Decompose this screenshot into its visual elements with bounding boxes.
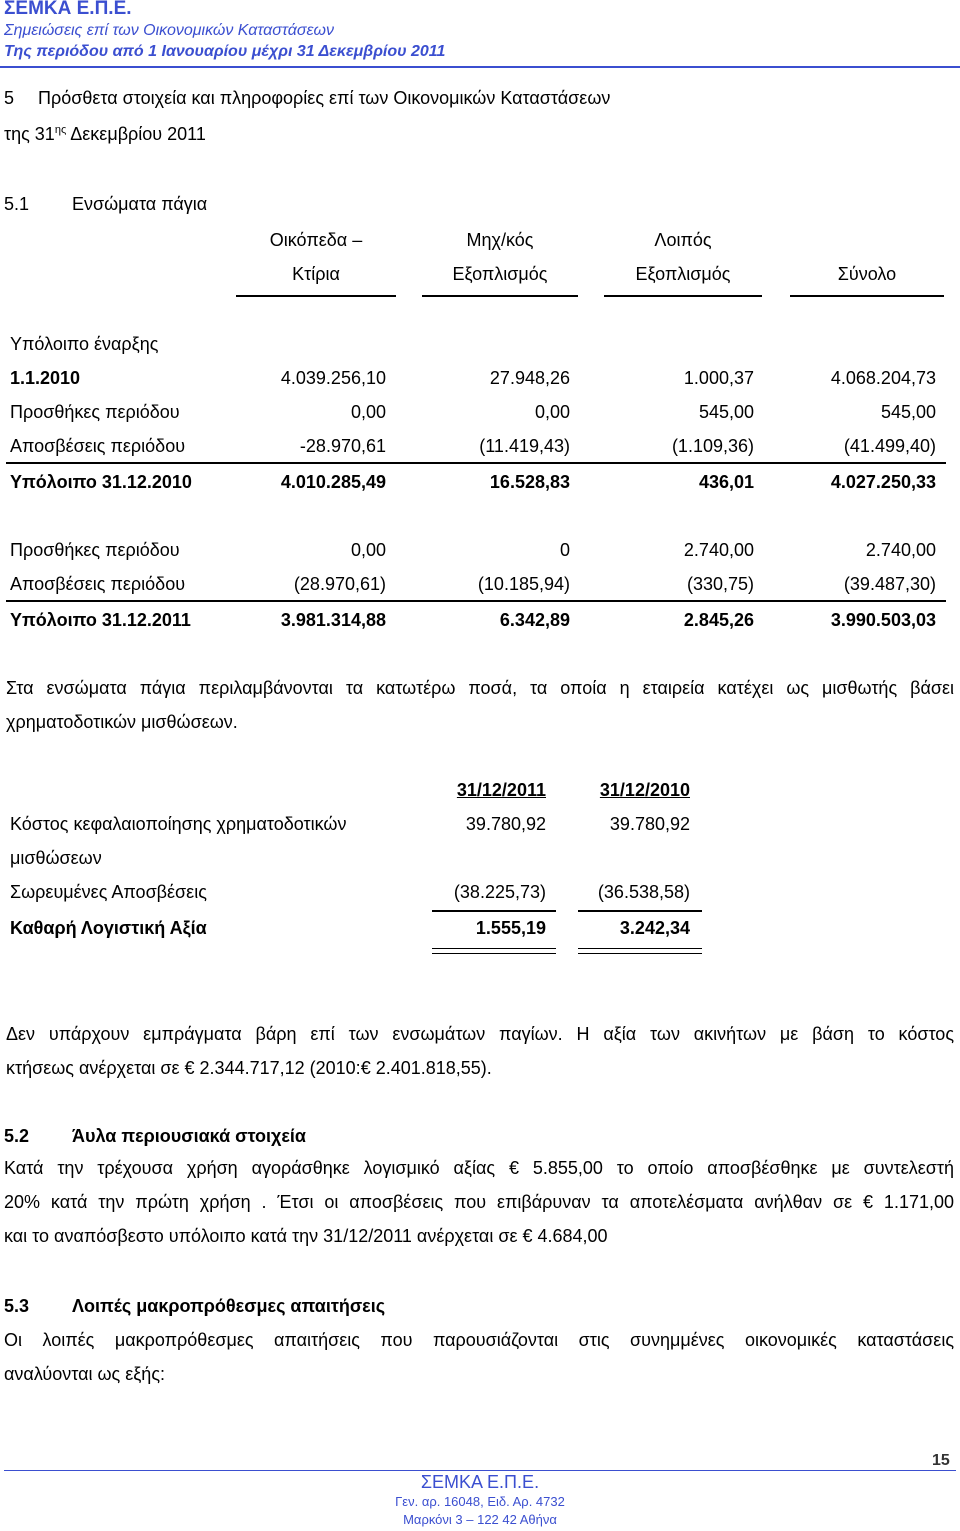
table-row-label: Προσθήκες περιόδου xyxy=(10,540,180,560)
encumbrance-paragraph-line2: κτήσεως ανέρχεται σε € 2.344.717,12 (2010:€ 2.401.818,55). xyxy=(6,1058,492,1078)
table-cell: 3.990.503,03 xyxy=(830,610,936,630)
col-rule-2 xyxy=(422,295,578,297)
lease-cell: 3.242,34 xyxy=(619,918,690,938)
header-rule xyxy=(0,66,960,68)
lease-row-label: Σωρευμένες Αποσβέσεις xyxy=(10,882,207,902)
table-cell: 0,00 xyxy=(534,402,570,422)
company-header: ΣΕΜΚΑ Ε.Π.Ε. xyxy=(4,0,132,19)
table-cell: 6.342,89 xyxy=(499,610,570,630)
table-cell: (41.499,40) xyxy=(843,436,936,456)
table-row-label: Υπόλοιπο 31.12.2011 xyxy=(10,610,191,630)
col-rule-4 xyxy=(790,295,944,297)
document-period: Της περιόδου από 1 Ιανουαρίου μέχρι 31 Δεκεμβρίου 2011 xyxy=(4,43,446,60)
euro-icon: € xyxy=(522,1226,533,1246)
table-cell: 545,00 xyxy=(880,402,936,422)
table-cell: (11.419,43) xyxy=(479,436,570,456)
table-row-label: 1.1.2010 xyxy=(10,368,81,388)
table-cell: 4.010.285,49 xyxy=(280,472,386,492)
table-cell: 2.845,26 xyxy=(683,610,754,630)
section-5-2-title: Άυλα περιουσιακά στοιχεία xyxy=(72,1126,306,1146)
col-header-machinery-2: Εξοπλισμός xyxy=(452,264,548,284)
col-header-land-buildings-2: Κτίρια xyxy=(292,264,340,284)
lease-row-label-cont: μισθώσεων xyxy=(10,848,102,868)
section-5-2-line3: και το αναπόσβεστο υπόλοιπο κατά την 31/12/2011 ανέρχεται σε € 4.684,00 xyxy=(4,1226,608,1246)
col-header-total: Σύνολο xyxy=(837,264,897,284)
euro-icon: € xyxy=(508,1158,519,1178)
lease-cell: (38.225,73) xyxy=(453,882,546,902)
document-subtitle: Σημειώσεις επί των Οικονομικών Καταστάσεων xyxy=(4,22,334,39)
section-5-1-number: 5.1 xyxy=(4,194,30,214)
lease-col-2010: 31/12/2010 xyxy=(599,780,690,800)
lease-col-2011: 31/12/2011 xyxy=(456,780,546,800)
table-row-label: Αποσβέσεις περιόδου xyxy=(10,574,186,594)
euro-icon: € xyxy=(184,1058,195,1078)
table-cell: 545,00 xyxy=(698,402,754,422)
lease-rule xyxy=(432,910,556,912)
lease-paragraph-line2: χρηματοδοτικών μισθώσεων. xyxy=(6,712,238,732)
lease-paragraph-line1: Στα ενσώματα πάγια περιλαμβάνονται τα κατωτέρω ποσά, τα οποία η εταιρεία κατέχει ως μισθωτής βάσει xyxy=(6,678,954,698)
table-cell: -28.970,61 xyxy=(299,436,386,456)
page-number: 15 xyxy=(932,1452,950,1469)
table-cell: (39.487,30) xyxy=(843,574,936,594)
table-cell: 3.981.314,88 xyxy=(280,610,386,630)
col-header-land-buildings: Οικόπεδα – xyxy=(269,230,363,250)
lease-row-label: Κόστος κεφαλαιοποίησης χρηματοδοτικών xyxy=(10,814,347,834)
table-cell: (330,75) xyxy=(686,574,754,594)
table-row-label: Προσθήκες περιόδου xyxy=(10,402,180,422)
footer-company: ΣΕΜΚΑ Ε.Π.Ε. xyxy=(420,1472,540,1492)
lease-double-rule xyxy=(432,948,556,954)
table-cell: 2.740,00 xyxy=(865,540,936,560)
footer-rule xyxy=(4,1470,956,1471)
table-cell: 4.068.204,73 xyxy=(830,368,936,388)
col-rule-1 xyxy=(236,295,396,297)
section-5-number: 5 xyxy=(4,88,15,108)
lease-cell: 39.780,92 xyxy=(465,814,546,834)
table-cell: (28.970,61) xyxy=(293,574,386,594)
lease-rule xyxy=(578,910,702,912)
section-5-1-title: Ενσώματα πάγια xyxy=(72,194,208,214)
col-header-other-equipment: Λοιπός xyxy=(654,230,712,250)
col-header-other-equipment-2: Εξοπλισμός xyxy=(635,264,731,284)
table-row-label: Υπόλοιπο 31.12.2010 xyxy=(10,472,192,492)
encumbrance-paragraph-line1: Δεν υπάρχουν εμπράγματα βάρη επί των ενσωμάτων παγίων. Η αξία των ακινήτων με βάση το κόστος xyxy=(6,1024,954,1044)
row-rule xyxy=(6,462,946,464)
table-cell: 1.000,37 xyxy=(683,368,754,388)
euro-icon: € xyxy=(360,1058,371,1078)
lease-cell: 1.555,19 xyxy=(475,918,546,938)
section-5-3-number: 5.3 xyxy=(4,1296,30,1316)
lease-row-label: Καθαρή Λογιστική Αξία xyxy=(10,918,207,938)
lease-cell: (36.538,58) xyxy=(597,882,690,902)
table-row-label: Αποσβέσεις περιόδου xyxy=(10,436,186,456)
lease-double-rule xyxy=(578,948,702,954)
col-header-machinery: Μηχ/κός xyxy=(466,230,534,250)
table-cell: 27.948,26 xyxy=(489,368,570,388)
footer-registry: Γεν. αρ. 16048, Ειδ. Αρ. 4732 xyxy=(395,1494,565,1509)
col-rule-3 xyxy=(604,295,762,297)
section-5-title: Πρόσθετα στοιχεία και πληροφορίες επί των Οικονομικών Καταστάσεων xyxy=(38,88,611,108)
table-cell: 0,00 xyxy=(350,402,386,422)
table-cell: 0 xyxy=(559,540,570,560)
table-cell: 0,00 xyxy=(350,540,386,560)
section-5-3-line1: Οι λοιπές μακροπρόθεσμες απαιτήσεις που παρουσιάζονται στις συνημμένες οικονομικές καταστάσεις xyxy=(4,1330,954,1350)
section-5-title-line2: της $31^{\eta\varsigma}$ Δεκεμβρίου 2011 xyxy=(4,124,206,144)
section-5-2-line1: Κατά την τρέχουσα χρήση αγοράσθηκε λογισμικό αξίας € 5.855,00 το οποίο αποσβέσθηκε με συντελεστή xyxy=(4,1158,954,1178)
euro-icon: € xyxy=(863,1192,874,1212)
opening-balance-label: Υπόλοιπο έναρξης xyxy=(10,334,159,354)
lease-cell: 39.780,92 xyxy=(609,814,690,834)
table-cell: 16.528,83 xyxy=(489,472,570,492)
table-cell: 436,01 xyxy=(698,472,754,492)
table-cell: 4.039.256,10 xyxy=(280,368,386,388)
section-5-3-title: Λοιπές μακροπρόθεσμες απαιτήσεις xyxy=(72,1296,386,1316)
row-rule xyxy=(6,600,946,602)
table-cell: 4.027.250,33 xyxy=(830,472,936,492)
section-5-3-line2: αναλύονται ως εξής: xyxy=(4,1364,165,1384)
table-cell: 2.740,00 xyxy=(683,540,754,560)
table-cell: (1.109,36) xyxy=(671,436,754,456)
table-cell: (10.185,94) xyxy=(477,574,570,594)
section-5-2-line2: 20% κατά την πρώτη χρήση . Έτσι οι αποσβέσεις που επιβάρυναν τα αποτελέσματα ανήλθαν σε € 1.171,00 xyxy=(4,1192,954,1212)
footer-address: Μαρκόνι 3 – 122 42 Αθήνα xyxy=(403,1512,557,1527)
section-5-2-number: 5.2 xyxy=(4,1126,30,1146)
